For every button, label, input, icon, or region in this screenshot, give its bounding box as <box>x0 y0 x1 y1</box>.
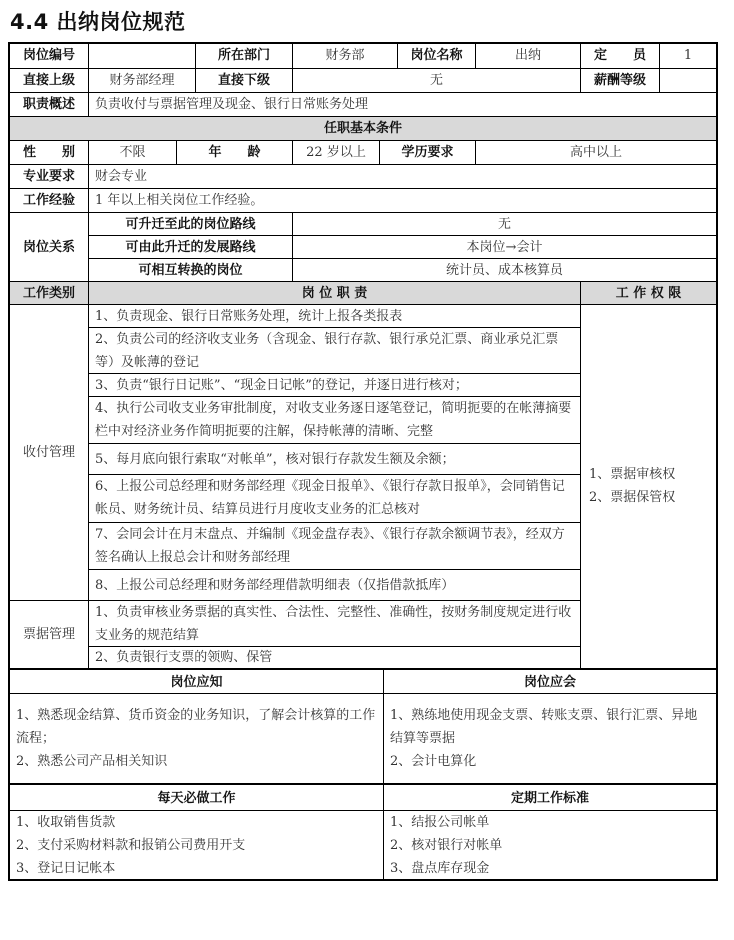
duty-item: 3、负责“银行日记账”、“现金日记帐”的登记，并逐日进行核对； <box>88 373 580 396</box>
periodic-item: 2、核对银行对帐单 <box>390 838 503 853</box>
age-value: 22 岁以上 <box>292 140 379 164</box>
summary-value: 负责收付与票据管理及现金、银行日常账务处理 <box>88 92 716 116</box>
authority-item: 2、票据保管权 <box>589 490 676 505</box>
dept-label: 所在部门 <box>195 44 292 68</box>
duty-item: 1、负责现金、银行日常账务处理，统计上报各类报表 <box>88 304 580 327</box>
duty-item: 6、上报公司总经理和财务部经理《现金日报单》、《银行存款日报单》，会同销售记帐员、财务统计员、结算员进行月度收支业务的汇总核对 <box>88 474 580 522</box>
daily-content <box>10 810 383 879</box>
periodic-item: 3、盘点库存现金 <box>390 861 490 876</box>
summary-label: 职责概述 <box>10 92 88 116</box>
page-title: 4.4 出纳岗位规范 <box>10 10 186 34</box>
experience-label: 工作经验 <box>10 188 88 212</box>
relation-row-value: 本岗位→会计 <box>292 235 716 258</box>
superior-label: 直接上级 <box>10 68 88 92</box>
duty-item: 2、负责公司的经济收支业务（含现金、银行存款、银行承兑汇票、商业承兑汇票等）及帐薄的登记 <box>88 327 580 373</box>
authority-cell <box>580 304 716 668</box>
relation-row-value: 统计员、成本核算员 <box>292 258 716 281</box>
gender-value: 不限 <box>88 140 176 164</box>
daily-item: 3、登记日记帐本 <box>16 861 116 876</box>
major-label: 专业要求 <box>10 164 88 188</box>
category-name: 收付管理 <box>22 445 75 460</box>
know-content <box>10 693 383 783</box>
periodic-content <box>383 810 716 879</box>
job-spec-table <box>8 42 718 881</box>
requirements-section-title: 任职基本条件 <box>10 116 716 140</box>
duty-item: 7、会同会计在月末盘点、并编制《现金盘存表》、《银行存款余额调节表》，经双方签名确认上报总会计和财务部经理 <box>88 522 580 569</box>
skill-content <box>383 693 716 783</box>
duty-item: 5、每月底向银行索取“对帐单”，核对银行存款发生额及余额； <box>88 443 580 474</box>
duty-header: 岗 位 职 责 <box>88 281 580 304</box>
major-value: 财会专业 <box>88 164 716 188</box>
experience-value: 1 年以上相关岗位工作经验。 <box>88 188 716 212</box>
relation-row-label: 可相互转换的岗位 <box>88 258 292 281</box>
relation-row-label: 可升迁至此的岗位路线 <box>88 212 292 235</box>
subordinate-label: 直接下级 <box>195 68 292 92</box>
subordinate-value: 无 <box>292 68 580 92</box>
know-line: 1、熟悉现金结算、货币资金的业务知识，了解会计核算的工作流程； <box>16 708 376 746</box>
dept-value: 财务部 <box>292 44 397 68</box>
post-name-value: 出纳 <box>475 44 580 68</box>
duty-item: 1、负责审核业务票据的真实性、合法性、完整性、准确性，按财务制度规定进行收支业务的规范结算 <box>88 600 580 646</box>
skill-line: 2、会计电算化 <box>390 754 477 769</box>
daily-item: 2、支付采购材料款和报销公司费用开支 <box>16 838 246 853</box>
edu-label: 学历要求 <box>379 140 475 164</box>
quota-value: 1 <box>659 44 716 68</box>
relations-label: 岗位关系 <box>10 212 88 281</box>
edu-value: 高中以上 <box>475 140 716 164</box>
age-label: 年 龄 <box>176 140 292 164</box>
gender-label: 性 别 <box>10 140 88 164</box>
category-bills <box>10 600 88 668</box>
category-name: 票据管理 <box>22 627 75 642</box>
authority-header: 工 作 权 限 <box>580 281 716 304</box>
authority-item: 1、票据审核权 <box>589 467 676 482</box>
relation-row-value: 无 <box>292 212 716 235</box>
pay-grade-value <box>659 68 716 92</box>
quota-label: 定 员 <box>580 44 659 68</box>
skill-header: 岗位应会 <box>383 668 716 693</box>
work-type-header: 工作类别 <box>10 281 88 304</box>
post-no-label: 岗位编号 <box>22 48 75 63</box>
relation-row-label: 可由此升迁的发展路线 <box>88 235 292 258</box>
superior-value: 财务部经理 <box>88 68 195 92</box>
periodic-item: 1、结报公司帐单 <box>390 815 490 830</box>
post-name-label: 岗位名称 <box>397 44 475 68</box>
pay-grade-label: 薪酬等级 <box>580 68 659 92</box>
periodic-header: 定期工作标准 <box>383 783 716 810</box>
duty-item: 8、上报公司总经理和财务部经理借款明细表（仅指借款抵库） <box>88 569 580 600</box>
category-cash <box>10 304 88 600</box>
skill-line: 1、熟练地使用现金支票、转账支票、银行汇票、异地结算等票据 <box>390 708 698 746</box>
post-no-value <box>88 44 195 68</box>
daily-item: 1、收取销售货款 <box>16 815 116 830</box>
duty-item: 4、执行公司收支业务审批制度，对收支业务逐日逐笔登记，简明扼要的在帐薄摘要栏中对经济业务作简明扼要的注解，保持帐薄的清晰、完整 <box>88 396 580 443</box>
duty-item: 2、负责银行支票的领购、保管 <box>88 646 580 668</box>
know-header: 岗位应知 <box>10 668 383 693</box>
daily-header: 每天必做工作 <box>10 783 383 810</box>
know-line: 2、熟悉公司产品相关知识 <box>16 754 168 769</box>
